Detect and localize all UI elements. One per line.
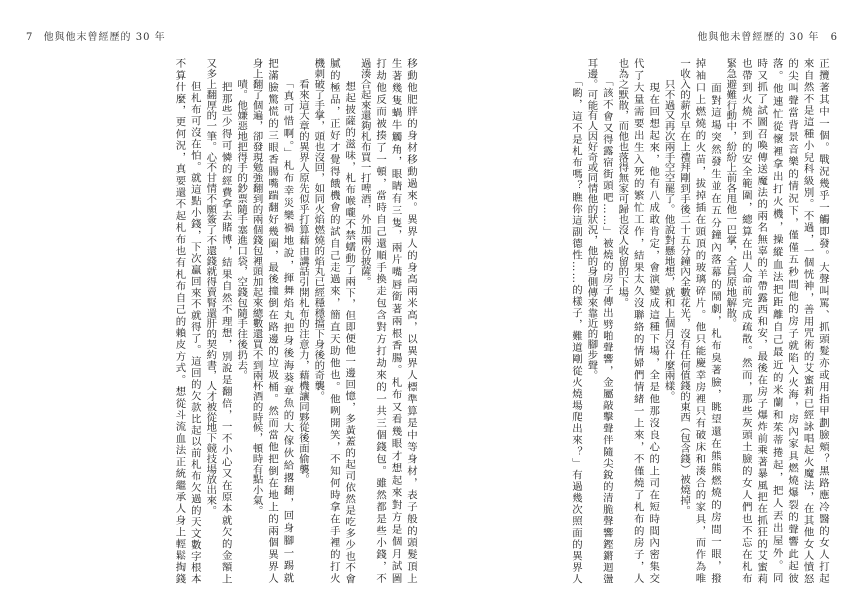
text-column: 看來這大章的異界人原先似乎打算藉由講話引開札布的注意力，藉機讓同夥從後面偷襲。 [296, 58, 309, 485]
text-column: 一收入的薪水早在上禮拜剛到手後二十五分鐘內全數花光，沒有任何值錢的東西（包含錢）被燒掉。 [678, 58, 691, 516]
text-column: 把那些少得可憐的經費拿去賭博，結果自然不理想，別說是翻倍，一不小心又在原本就欠的金額上 [219, 58, 232, 585]
text-column: 「該不會又得露宿街頭吧……」被燒的房子傳出劈啪聲響，金屬敲擊聲伴隨尖銳的清脆聲響鏗鏘迴盪 [600, 58, 613, 585]
text-column: 生著幾隻蝸牛觸角，眼睛有三隻，兩片嘴唇銜著兩根香腸。札布又看幾眼才想起來對方是個月試圖 [389, 58, 402, 585]
text-column: 「真可惜啊。」札布幸災樂禍地說，揮舞焰丸把身後海葵章魚的大傢伙給撂翻，回身腳一踢就 [281, 58, 294, 585]
text-column: 嘖。他嫌惡地把得手的鈔票隨手塞進口袋，空錢包隨手往後扔去。 [235, 58, 248, 381]
text-column: 時又抓了試圖召喚傳送魔法的兩名無辜的羊帶露西和安，最後在房子爆炸前乘著暴風把在抓狂的艾蜜莉 [755, 58, 768, 585]
text-column: 正攬著其中一個。戰況幾乎一觸即發。大聲叫罵、抓頭髮亦或用指甲劃臉頰？黑路應冷醫的女人打起 [817, 58, 829, 585]
running-head-left [18, 31, 166, 45]
text-column: 過湊合起來還夠札布買一打啤酒，外加兩份披薩。 [358, 58, 371, 287]
text-column: 來自然不是這種小兒科級別。不過，一個恍神，善用咒術的艾蜜莉已經詠唱起火魔法，在其他女人憤怒 [801, 58, 814, 585]
text-column: 落。他連忙從懷裡拿出打火機，操縱血法把距離自己最近的米蘭和茱蒂捲起，把人丟出屋外。同 [770, 58, 783, 585]
page-number-right: 6 [830, 32, 837, 43]
text-column: 機刺破了手掌，頭也沒回，如同火焰燃燒的焰丸已經穩穩擋下身後的奇襲。 [312, 58, 325, 402]
text-column: 代了大量需要出生入死的繁忙工作，結果太久沒聯絡的情婦們情緒一上來，不僅燒了札布的房子，人 [631, 58, 644, 585]
text-column: 現在回想起來，他有八成敢肯定，會演變成這種下場，全是他那沒良心的上司在短時間內密集交 [647, 58, 660, 585]
text-column: 「喲，這不是札布嗎？瞧你這副德性……的樣子，難道剛從火燒場爬出來？」有過幾次照面的異界人 [570, 58, 582, 585]
running-title-right: 他與他未曾經歷的 30 年 [697, 32, 820, 43]
text-column: 掉袖口上燃燒的火苗，拔掉插在頭頂的玻璃碎片。他只能慶幸房裡只有破床和湊合的家具，而作為唯 [693, 58, 706, 585]
text-column: 把滿臉驚慌的三眼香腸嘴踹翻好幾圈，最後撞倒在路邊的垃圾桶。然而當他把倒在地上的兩個異界人 [266, 58, 279, 585]
text-column: 耳邊。可能有人因好奇或同情他的狀況，他的身側傳來靠近的腳步聲。 [585, 58, 598, 381]
right-page-body [568, 58, 830, 585]
left-page-body [171, 58, 418, 585]
text-column: 緊急避難行動中，紛紛上前各甩他一巴掌，全員原地解散。 [724, 58, 737, 329]
text-column: 打劫他反而被揍了一頓，當時自己還順手換走包含對方打劫來的一共三個錢包。雖然都是些小錢，不 [374, 58, 387, 585]
text-column: 又多上翻厚的一筆。心不甘情不願簽了不還錢就得賣腎還肝的契約書，人才被從地下競技場放出來。 [204, 58, 217, 516]
text-column: 移動他肥胖的身材移動過來。異界人的身高兩米高，以異界人標準算是中等身材，表子般的頭髮頂上 [405, 58, 417, 585]
text-column: 膩的極品，正好才覺得餓機會的試自己走過來，簡直天助他也。他咧開笑，不知何時拿在手裡的打火 [327, 58, 340, 585]
text-column: 只不過又再次兩手空空罷了。他說對懸地想，就和上個月沒什麼兩樣。 [662, 58, 675, 402]
text-column: 身上翻了個遍，卻發現勉強翻到的兩個錢包裡頭加起來總數還買不到兩杯酒的時候，頓時有點小氣。 [250, 58, 263, 516]
text-column: 想起披薩的滋味，札布喉嚨不禁蠕動了兩下，但即便他一邊回憶，多黃蓋的起司依然是吃多少也不會 [343, 58, 356, 585]
text-column: 面對這場突然發生並在五分鐘內落幕的鬧劇，札布臭著臉，眺望還在熊熊燃燒的房間一眼，撥 [708, 58, 721, 585]
text-column: 也帶到火燒不到的安全範圍，總算在出人命前完成疏散。然而，那些灰頭土臉的女人們也不忘在札布 [739, 58, 752, 585]
running-title-left: 他與他末曾經歷的 30 年 [43, 32, 166, 43]
text-column: 也為之默散，而他也落得無家可歸也沒人收留的下場。 [616, 58, 629, 308]
text-column: 的尖叫聲當背景音樂的情況下，僅僅五秒間他的房子就陷入火海，房內家具燃燒爆裂的聲響此起彼 [786, 58, 799, 585]
page-number-left: 7 [26, 32, 33, 43]
text-column: 不算什麼，更何況，真要還不起札布也有札布自己的賴皮方式。想從斗流血法正統繼承人身上輕鬆掏錢 [173, 58, 186, 585]
text-column: 但札布可沒在怕。就這點小錢，下次贏回來不就得了。這回的欠款比起以前札布欠過的天文數字根本 [188, 58, 201, 585]
running-head-right [697, 31, 845, 45]
